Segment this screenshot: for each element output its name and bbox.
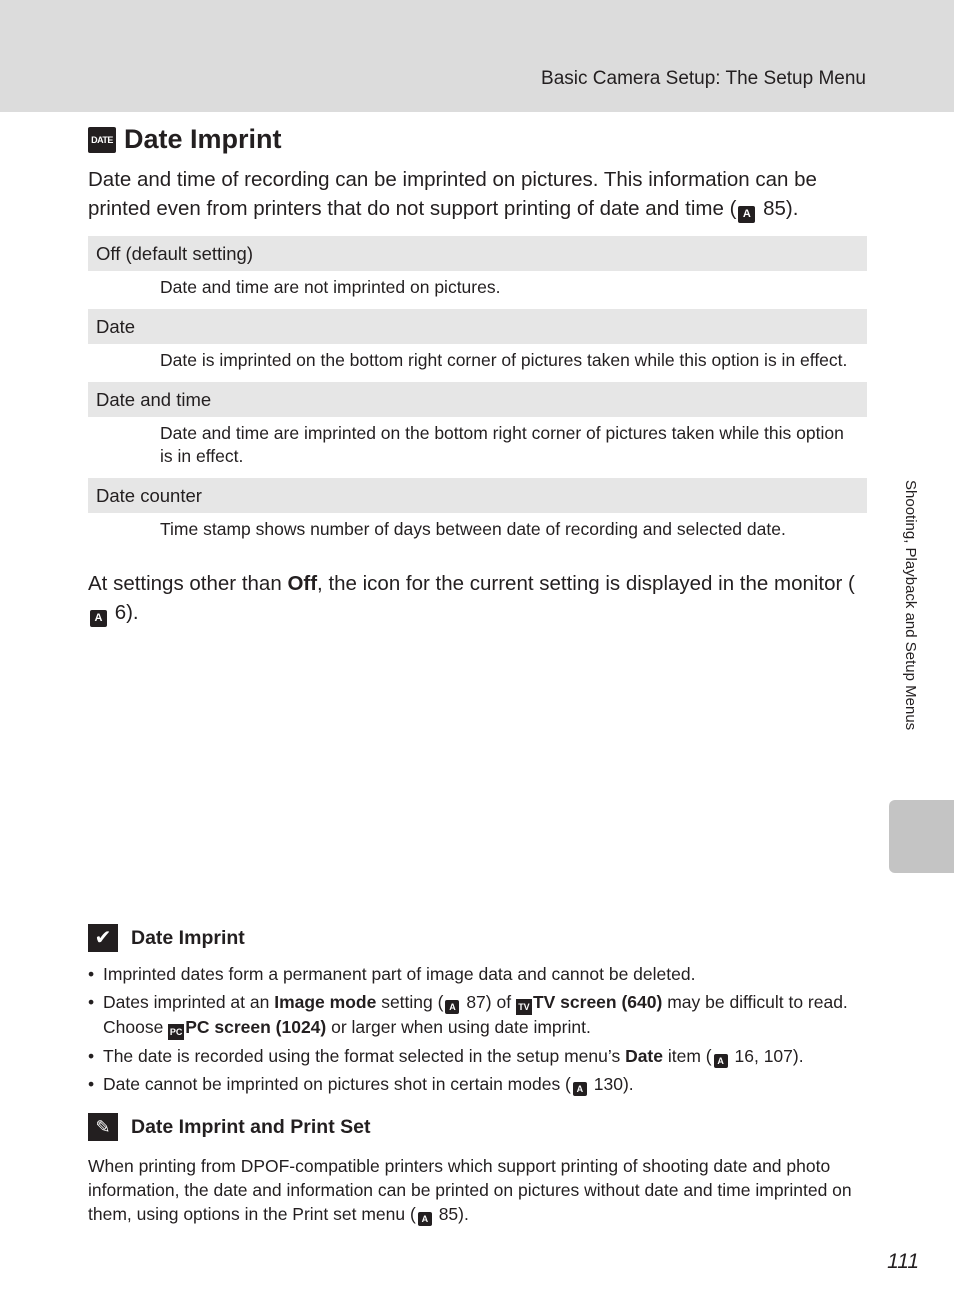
bullet-text: Imprinted dates form a permanent part of image data and cannot be deleted. xyxy=(103,964,696,984)
intro-ref: 85 xyxy=(763,197,786,220)
note1-bullets xyxy=(88,962,878,1100)
after-pre: At settings other than xyxy=(88,572,288,595)
side-label-text: Shooting, Playback and Setup Menus xyxy=(902,480,919,731)
bullet-text: Dates imprinted at an xyxy=(103,992,275,1012)
header-band xyxy=(0,0,954,112)
bullet-bold: TV screen (640) xyxy=(532,992,663,1012)
bullet-ref: 87 xyxy=(466,992,486,1012)
section-title xyxy=(88,124,282,155)
header-title: Basic Camera Setup: The Setup Menu xyxy=(541,68,866,89)
note-print-set-title xyxy=(88,1113,370,1141)
after-bold: Off xyxy=(287,572,318,595)
note1-title-text: Date Imprint xyxy=(131,926,245,949)
option-label-date-counter: Date counter xyxy=(88,478,867,513)
side-label xyxy=(897,480,919,790)
bullet-bold: PC screen (1024) xyxy=(185,1017,327,1037)
page-reference-icon: A xyxy=(573,1082,587,1096)
option-desc-date-and-time: Date and time are imprinted on the bottom right corner of pictures taken while this option is in effect. xyxy=(160,423,844,466)
bullet-item xyxy=(88,1072,878,1096)
bullet-text: or larger when using date imprint. xyxy=(326,1017,591,1037)
pencil-icon: ✎ xyxy=(88,1113,118,1141)
after-ref: 6 xyxy=(114,601,127,624)
after-post: , the icon for the current setting is displayed in the monitor ( xyxy=(317,572,855,595)
bullet-text: Date cannot be imprinted on pictures shot in certain modes ( xyxy=(103,1074,571,1094)
note2-text: When printing from DPOF-compatible printers which support printing of shooting date and photo information, the date and information can be printed on pictures without date and time imprinted on them, using options in the Print set menu ( xyxy=(88,1156,852,1224)
bullet-item xyxy=(88,1044,878,1068)
bullet-ref: 16, 107 xyxy=(734,1046,793,1066)
note2-body xyxy=(88,1154,878,1226)
page-reference-icon: A xyxy=(738,206,755,223)
pc-screen-icon: PC xyxy=(168,1024,184,1040)
page-reference-icon: A xyxy=(418,1212,432,1226)
bullet-item xyxy=(88,990,878,1040)
bullet-text: ) of xyxy=(485,992,516,1012)
date-imprint-icon: DATE xyxy=(88,127,116,153)
option-label-off: Off (default setting) xyxy=(88,236,867,271)
tv-screen-icon: TV xyxy=(516,999,532,1015)
bullet-text: setting ( xyxy=(376,992,444,1012)
section-title-text: Date Imprint xyxy=(124,124,282,154)
note2-end: ). xyxy=(458,1204,469,1224)
bullet-text: item ( xyxy=(663,1046,712,1066)
after-end: ). xyxy=(126,601,139,624)
bullet-text: The date is recorded using the format selected in the setup menu’s xyxy=(103,1046,626,1066)
bullet-text: may be difficult to read. Choose xyxy=(103,992,848,1037)
option-label-date-and-time: Date and time xyxy=(88,382,867,417)
bullet-ref: 130 xyxy=(593,1074,623,1094)
bullet-bold: Image mode xyxy=(274,992,377,1012)
page-number: 111 xyxy=(887,1250,919,1273)
page-reference-icon: A xyxy=(445,1000,459,1014)
option-label-date: Date xyxy=(88,309,867,344)
option-desc-date: Date is imprinted on the bottom right corner of pictures taken while this option is in effect. xyxy=(160,350,848,370)
page-reference-icon: A xyxy=(90,610,107,627)
note2-ref: 85 xyxy=(438,1204,459,1224)
bullet-bold: Date xyxy=(625,1046,663,1066)
intro-end: ). xyxy=(785,197,799,220)
note2-title-text: Date Imprint and Print Set xyxy=(131,1115,371,1138)
options-table xyxy=(88,236,867,551)
side-tab xyxy=(889,800,954,873)
intro-text: Date and time of recording can be imprinted on pictures. This information can be printed even from printers that do not support printing of date and time ( xyxy=(88,168,817,220)
option-desc-off: Date and time are not imprinted on pictures. xyxy=(160,277,501,297)
option-desc-date-counter: Time stamp shows number of days between date of recording and selected date. xyxy=(160,519,786,539)
after-paragraph xyxy=(88,569,868,627)
note-date-imprint-title xyxy=(88,924,245,952)
page-reference-icon: A xyxy=(714,1054,728,1068)
check-icon: ✔ xyxy=(88,924,118,952)
bullet-text: ). xyxy=(792,1046,804,1066)
bullet-item xyxy=(88,962,878,986)
intro-paragraph xyxy=(88,165,878,223)
bullet-text: ). xyxy=(622,1074,634,1094)
